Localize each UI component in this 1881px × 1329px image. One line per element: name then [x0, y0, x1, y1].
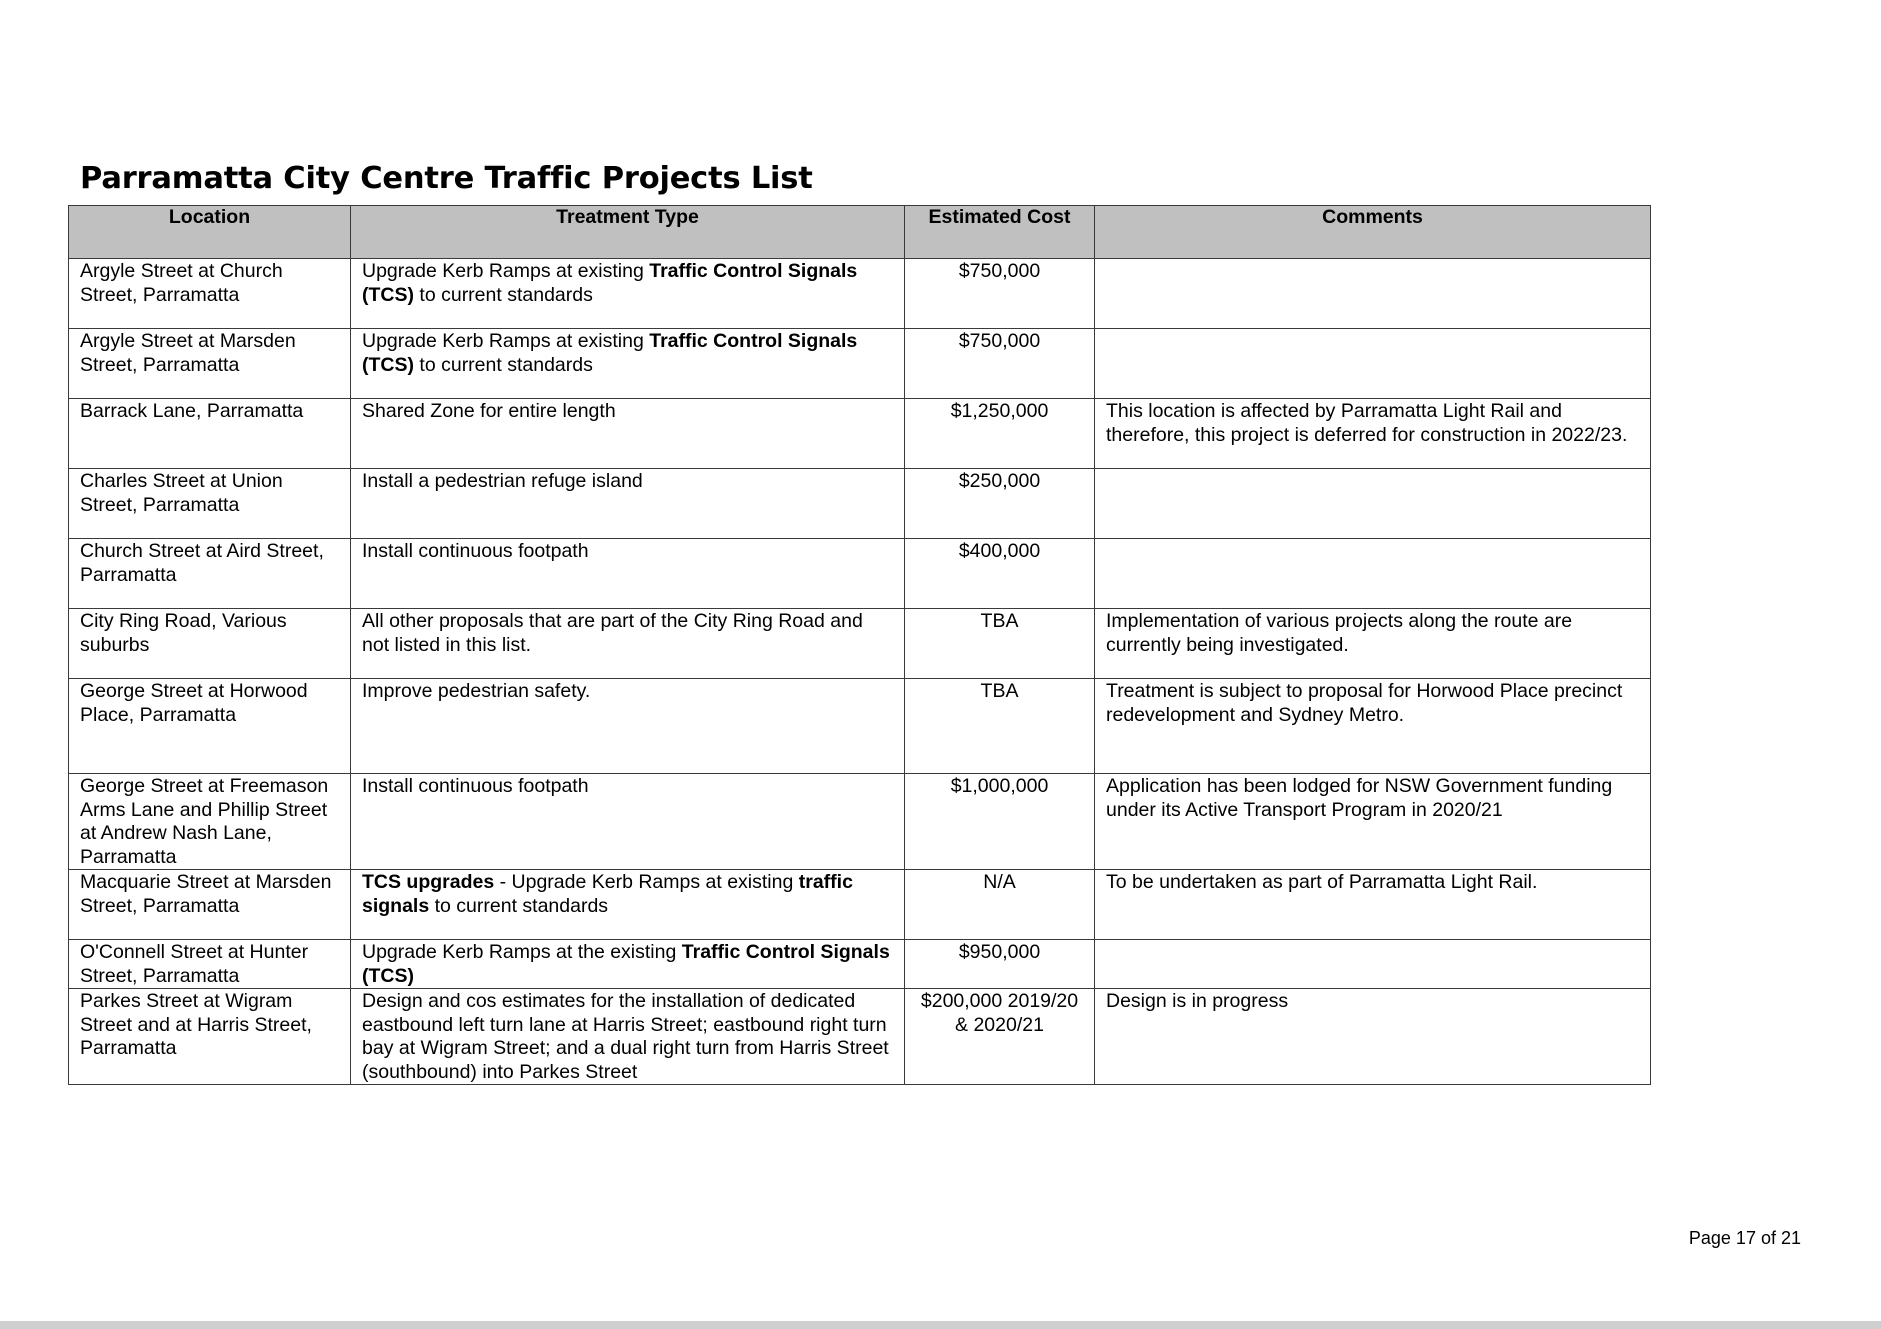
- table-body: [69, 259, 1651, 1085]
- cell-treatment-type: [351, 609, 905, 679]
- cell-location: George Street at Freemason Arms Lane and Phillip Street at Andrew Nash Lane, Parramatta: [69, 774, 351, 870]
- cell-estimated-cost: $250,000: [905, 469, 1095, 539]
- cell-location: O'Connell Street at Hunter Street, Parramatta: [69, 940, 351, 989]
- treatment-text: Design and cos estimates for the installation of dedicated eastbound left turn lane at Harris Street; eastbound right turn bay at Wigram Street; and a dual right turn from Harris Street (southbound) into Parkes Street: [362, 990, 889, 1083]
- cell-estimated-cost: TBA: [905, 679, 1095, 774]
- cell-estimated-cost: $400,000: [905, 539, 1095, 609]
- cell-treatment-type: [351, 774, 905, 870]
- cell-treatment-type: [351, 870, 905, 940]
- cell-location: Argyle Street at Marsden Street, Parramatta: [69, 329, 351, 399]
- cell-treatment-type: [351, 539, 905, 609]
- treatment-text: Upgrade Kerb Ramps at existing: [362, 330, 650, 352]
- table-row: [69, 329, 1651, 399]
- cell-treatment-type: [351, 399, 905, 469]
- treatment-text: Shared Zone for entire length: [362, 400, 616, 422]
- treatment-text: Install continuous footpath: [362, 540, 589, 562]
- treatment-text-bold: Traffic Control Signals (TCS): [362, 260, 858, 306]
- cell-comments: [1095, 539, 1651, 609]
- treatment-text: to current standards: [414, 353, 593, 376]
- treatment-text: Install a pedestrian refuge island: [362, 470, 643, 492]
- table-header-row: [69, 206, 1651, 259]
- treatment-text: to current standards: [414, 283, 593, 306]
- cell-comments: This location is affected by Parramatta Light Rail and therefore, this project is deferred for construction in 2022/23.: [1095, 399, 1651, 469]
- cell-treatment-type: [351, 469, 905, 539]
- cell-estimated-cost: $750,000: [905, 259, 1095, 329]
- cell-treatment-type: [351, 259, 905, 329]
- table-row: [69, 259, 1651, 329]
- page-number: Page 17 of 21: [1688, 1228, 1801, 1248]
- projects-table: [68, 205, 1651, 1085]
- column-header-treatment-type: Treatment Type: [351, 206, 905, 259]
- cell-comments: Implementation of various projects along the route are currently being investigated.: [1095, 609, 1651, 679]
- cell-estimated-cost: N/A: [905, 870, 1095, 940]
- table-row: [69, 989, 1651, 1085]
- cell-treatment-type: [351, 679, 905, 774]
- cell-estimated-cost: $950,000: [905, 940, 1095, 989]
- cell-treatment-type: [351, 940, 905, 989]
- cell-treatment-type: [351, 329, 905, 399]
- cell-estimated-cost: $1,250,000: [905, 399, 1095, 469]
- treatment-text: Improve pedestrian safety.: [362, 680, 591, 702]
- treatment-text: to current standards: [429, 894, 609, 917]
- cell-location: Charles Street at Union Street, Parramatta: [69, 469, 351, 539]
- cell-comments: To be undertaken as part of Parramatta Light Rail.: [1095, 870, 1651, 940]
- treatment-text-bold: Traffic Control Signals (TCS): [362, 330, 858, 376]
- treatment-text-bold: TCS upgrades: [362, 871, 495, 893]
- cell-location: George Street at Horwood Place, Parramatta: [69, 679, 351, 774]
- table-row: [69, 609, 1651, 679]
- cell-location: Church Street at Aird Street, Parramatta: [69, 539, 351, 609]
- table-row: [69, 469, 1651, 539]
- treatment-text: Upgrade Kerb Ramps at the existing: [362, 941, 682, 963]
- cell-estimated-cost: $1,000,000: [905, 774, 1095, 870]
- page-title: Parramatta City Centre Traffic Projects List: [80, 161, 813, 196]
- cell-location: Barrack Lane, Parramatta: [69, 399, 351, 469]
- cell-comments: Treatment is subject to proposal for Horwood Place precinct redevelopment and Sydney Metro.: [1095, 679, 1651, 774]
- cell-comments: [1095, 469, 1651, 539]
- cell-estimated-cost: $750,000: [905, 329, 1095, 399]
- cell-location: City Ring Road, Various suburbs: [69, 609, 351, 679]
- cell-estimated-cost: TBA: [905, 609, 1095, 679]
- column-header-comments: Comments: [1095, 206, 1651, 259]
- cell-comments: [1095, 940, 1651, 989]
- table-row: [69, 940, 1651, 989]
- cell-comments: [1095, 259, 1651, 329]
- treatment-text-bold: Traffic Control Signals (TCS): [362, 941, 890, 987]
- cell-comments: Application has been lodged for NSW Government funding under its Active Transport Program in 2020/21: [1095, 774, 1651, 870]
- cell-comments: [1095, 329, 1651, 399]
- column-header-estimated-cost: Estimated Cost: [905, 206, 1095, 259]
- treatment-text: Upgrade Kerb Ramps at existing: [362, 260, 650, 282]
- table-row: [69, 870, 1651, 940]
- treatment-text: - Upgrade Kerb Ramps at existing: [494, 871, 799, 893]
- column-header-location: Location: [69, 206, 351, 259]
- treatment-text-bold: traffic signals: [362, 871, 853, 917]
- cell-treatment-type: [351, 989, 905, 1085]
- cell-location: Argyle Street at Church Street, Parramatta: [69, 259, 351, 329]
- table-row: [69, 774, 1651, 870]
- table-row: [69, 679, 1651, 774]
- cell-estimated-cost: $200,000 2019/20 & 2020/21: [905, 989, 1095, 1085]
- cell-location: Parkes Street at Wigram Street and at Harris Street, Parramatta: [69, 989, 351, 1085]
- cell-location: Macquarie Street at Marsden Street, Parramatta: [69, 870, 351, 940]
- page-bottom-divider: [0, 1321, 1881, 1329]
- treatment-text: All other proposals that are part of the City Ring Road and not listed in this list.: [362, 610, 863, 656]
- cell-comments: Design is in progress: [1095, 989, 1651, 1085]
- table-row: [69, 399, 1651, 469]
- table-row: [69, 539, 1651, 609]
- treatment-text: Install continuous footpath: [362, 775, 589, 797]
